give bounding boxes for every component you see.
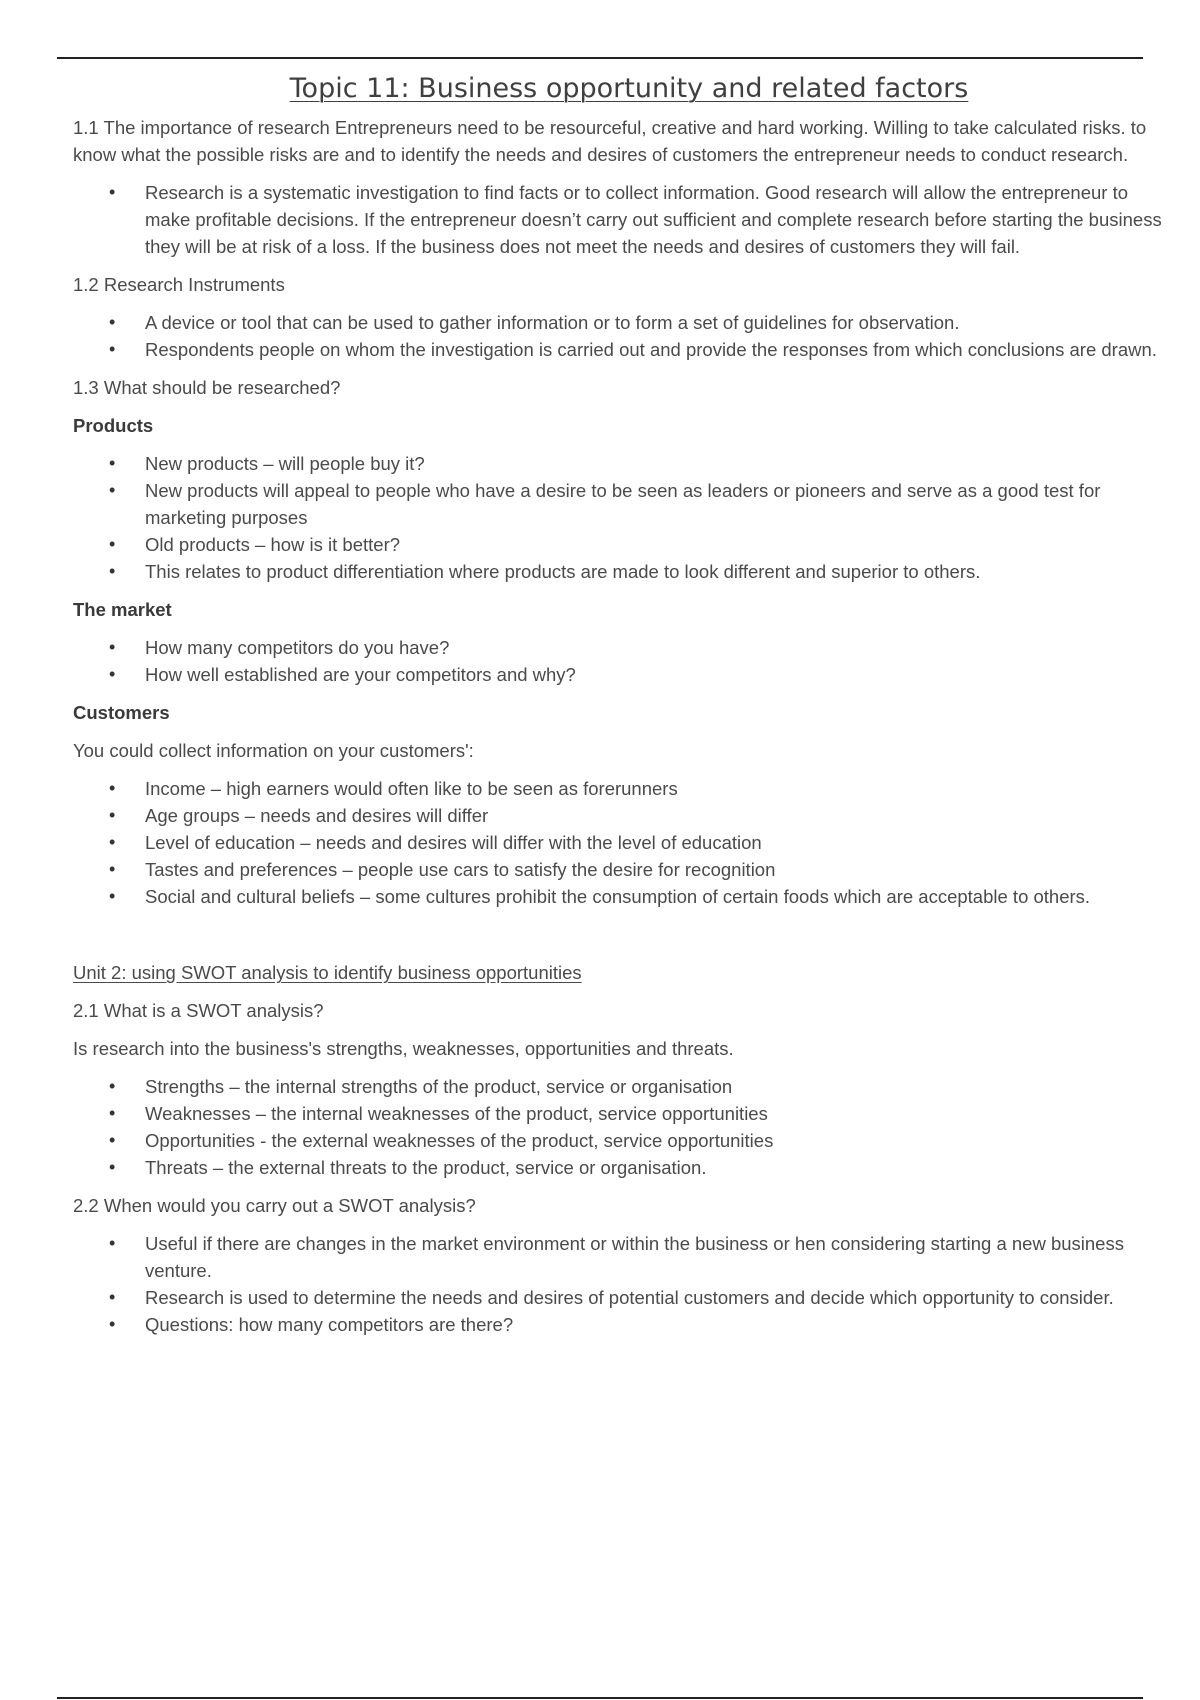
list-item-text: Income – high earners would often like to be seen as forerunners: [145, 778, 678, 799]
list-item: [73, 856, 1163, 883]
list-item-text: Strengths – the internal strengths of the product, service or organisation: [145, 1076, 733, 1097]
products-heading: Products: [73, 415, 154, 436]
list-item: [73, 1230, 1163, 1284]
list-item: [73, 309, 1163, 336]
bullet-icon: •: [109, 778, 116, 798]
what-researched-heading: 1.3 What should be researched?: [73, 377, 341, 398]
list-item: [73, 829, 1163, 856]
list-item-text: How well established are your competitors and why?: [145, 664, 576, 685]
swot-what-heading: 2.1 What is a SWOT analysis?: [73, 1000, 324, 1021]
list-item-text: Research is a systematic investigation to find facts or to collect information. Good research will allow the entrepreneur to make profitable decisions. If the entrepreneur doesn’t carry out sufficient and complete research before starting the business they will be at risk of a loss. If the business does not meet the needs and desires of customers they will fail.: [145, 182, 1162, 257]
list-item: [73, 477, 1163, 531]
bullet-icon: •: [109, 312, 116, 332]
swot-when-list: [73, 1230, 1163, 1338]
list-item: [73, 336, 1163, 363]
list-item: [73, 1073, 1163, 1100]
list-item-text: How many competitors do you have?: [145, 637, 450, 658]
list-item-text: Threats – the external threats to the product, service or organisation.: [145, 1157, 707, 1178]
bullet-icon: •: [109, 1130, 116, 1150]
swot-what-text: Is research into the business's strengths, weaknesses, opportunities and threats.: [73, 1038, 734, 1059]
bullet-icon: •: [109, 339, 116, 359]
top-rule: [57, 57, 1143, 59]
list-item: [73, 450, 1163, 477]
market-list: [73, 634, 1163, 688]
list-item-text: Social and cultural beliefs – some cultures prohibit the consumption of certain foods which are acceptable to others.: [145, 886, 1091, 907]
list-item: [73, 634, 1163, 661]
list-item-text: Research is used to determine the needs and desires of potential customers and decide which opportunity to consider.: [145, 1287, 1114, 1308]
list-item-text: Opportunities - the external weaknesses of the product, service opportunities: [145, 1130, 774, 1151]
list-item: [73, 1127, 1163, 1154]
bullet-icon: •: [109, 859, 116, 879]
list-item-text: Questions: how many competitors are there?: [145, 1314, 514, 1335]
intro-bullet-list: [73, 179, 1163, 260]
bullet-icon: •: [109, 182, 116, 202]
products-list: [73, 450, 1163, 585]
list-item: [73, 775, 1163, 802]
bullet-icon: •: [109, 534, 116, 554]
research-instruments-heading: 1.2 Research Instruments: [73, 274, 285, 295]
bullet-icon: •: [109, 1233, 116, 1253]
bullet-icon: •: [109, 832, 116, 852]
market-heading: The market: [73, 599, 172, 620]
list-item: [73, 802, 1163, 829]
bullet-icon: •: [109, 1314, 116, 1334]
customers-lead: You could collect information on your customers':: [73, 740, 474, 761]
list-item-text: New products will appeal to people who have a desire to be seen as leaders or pioneers and serve as a good test for marketing purposes: [145, 480, 1101, 528]
bullet-icon: •: [109, 453, 116, 473]
bullet-icon: •: [109, 805, 116, 825]
list-item-text: Level of education – needs and desires will differ with the level of education: [145, 832, 762, 853]
list-item: [73, 661, 1163, 688]
unit2-heading: Unit 2: using SWOT analysis to identify business opportunities: [73, 962, 582, 983]
customers-heading: Customers: [73, 702, 170, 723]
page-title: Topic 11: Business opportunity and related factors: [289, 73, 969, 104]
list-item-text: Tastes and preferences – people use cars to satisfy the desire for recognition: [145, 859, 776, 880]
list-item: [73, 558, 1163, 585]
list-item: [73, 883, 1163, 910]
list-item: [73, 531, 1163, 558]
intro-paragraph: 1.1 The importance of research Entrepreneurs need to be resourceful, creative and hard working. Willing to take calculated risks. to know what the possible risks are and to identify the needs and desires of customers the entrepreneur needs to conduct research.: [73, 117, 1147, 165]
list-item-text: Useful if there are changes in the market environment or within the business or hen considering starting a new business venture.: [145, 1233, 1124, 1281]
list-item: [73, 1154, 1163, 1181]
swot-list: [73, 1073, 1163, 1181]
research-instruments-list: [73, 309, 1163, 363]
bullet-icon: •: [109, 886, 116, 906]
bottom-rule: [57, 1697, 1143, 1699]
bullet-icon: •: [109, 1287, 116, 1307]
bullet-icon: •: [109, 1157, 116, 1177]
bullet-icon: •: [109, 1076, 116, 1096]
list-item: [73, 1100, 1163, 1127]
bullet-icon: •: [109, 664, 116, 684]
bullet-icon: •: [109, 1103, 116, 1123]
list-item-text: A device or tool that can be used to gather information or to form a set of guidelines for observation.: [145, 312, 960, 333]
list-item-text: Respondents people on whom the investigation is carried out and provide the responses from which conclusions are drawn.: [145, 339, 1157, 360]
bullet-icon: •: [109, 561, 116, 581]
list-item-text: Weaknesses – the internal weaknesses of the product, service opportunities: [145, 1103, 768, 1124]
list-item: [73, 179, 1163, 260]
bullet-icon: •: [109, 480, 116, 500]
swot-when-heading: 2.2 When would you carry out a SWOT analysis?: [73, 1195, 476, 1216]
list-item: [73, 1284, 1163, 1311]
customers-list: [73, 775, 1163, 910]
list-item-text: New products – will people buy it?: [145, 453, 425, 474]
list-item: [73, 1311, 1163, 1338]
list-item-text: This relates to product differentiation where products are made to look different and superior to others.: [145, 561, 981, 582]
section-spacer: [73, 921, 1163, 959]
list-item-text: Age groups – needs and desires will differ: [145, 805, 489, 826]
bullet-icon: •: [109, 637, 116, 657]
list-item-text: Old products – how is it better?: [145, 534, 401, 555]
document-body: [73, 68, 1163, 1349]
